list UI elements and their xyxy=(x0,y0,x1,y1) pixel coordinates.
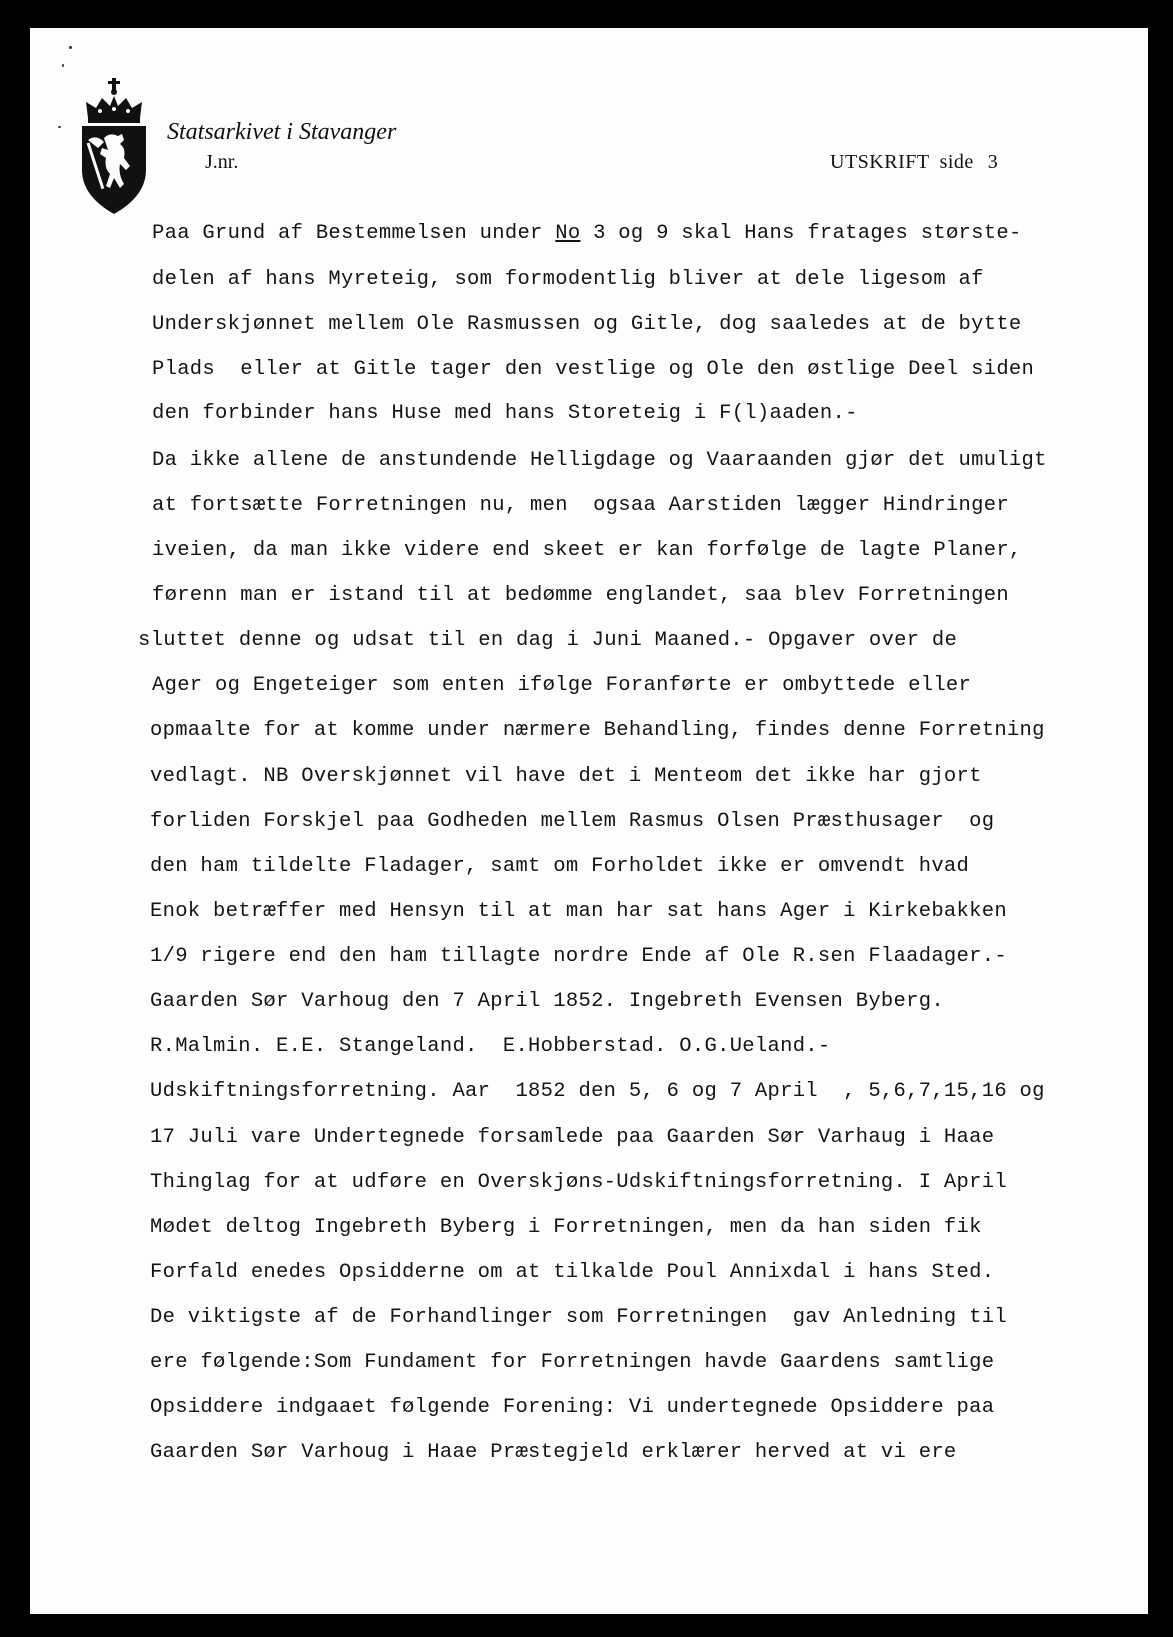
text-line: den ham tildelte Fladager, samt om Forholdet ikke er omvendt hvad xyxy=(150,855,970,878)
page-number: 3 xyxy=(987,151,999,173)
text-line: førenn man er istand til at bedømme englandet, saa blev Forretningen xyxy=(152,584,1009,607)
text-line: Enok betræffer med Hensyn til at man har sat hans Ager i Kirkebakken xyxy=(150,900,1007,923)
text-line: den forbinder hans Huse med hans Storeteig i F(l)aaden.- xyxy=(152,402,858,425)
text-line: sluttet denne og udsat til en dag i Juni Maaned.- Opgaver over de xyxy=(138,629,958,652)
text-line: Udskiftningsforretning. Aar 1852 den 5, 6 og 7 April , 5,6,7,15,16 og xyxy=(150,1080,1045,1103)
text-line: at fortsætte Forretningen nu, men ogsaa Aarstiden lægger Hindringer xyxy=(152,494,1009,517)
text-line: delen af hans Myreteig, som formodentlig bliver at dele ligesom af xyxy=(152,268,984,291)
text-line: Da ikke allene de anstundende Helligdage og Vaaraanden gjør det umuligt xyxy=(152,449,1047,472)
side-label: side xyxy=(939,151,974,173)
text-line: vedlagt. NB Overskjønnet vil have det i Menteom det ikke har gjort xyxy=(150,765,982,788)
text-line: Underskjønnet mellem Ole Rasmussen og Gitle, dog saaledes at de bytte xyxy=(152,313,1022,336)
text-line: Forfald enedes Opsidderne om at tilkalde Poul Annixdal i hans Sted. xyxy=(150,1261,995,1284)
text-line: Ager og Engeteiger som enten ifølge Foranførte er ombyttede eller xyxy=(152,674,972,697)
document-label: UTSKRIFT xyxy=(830,151,930,173)
journal-number-label: J.nr. xyxy=(205,151,239,173)
text-line: De viktigste af de Forhandlinger som Forretningen gav Anledning til xyxy=(150,1306,1007,1329)
text-line: Plads eller at Gitle tager den vestlige og Ole den østlige Deel siden xyxy=(152,358,1035,381)
text-line: Gaarden Sør Varhoug den 7 April 1852. Ingebreth Evensen Byberg. xyxy=(150,990,944,1013)
text-line: Gaarden Sør Varhoug i Haae Præstegjeld erklærer herved at vi ere xyxy=(150,1441,957,1464)
text-line: Mødet deltog Ingebreth Byberg i Forretningen, men da han siden fik xyxy=(150,1216,982,1239)
archive-name: Statsarkivet i Stavanger xyxy=(167,119,397,145)
text-line: Paa Grund af Bestemmelsen under No 3 og 9 skal Hans fratages største- xyxy=(152,222,1022,245)
text-line: iveien, da man ikke videre end skeet er kan forfølge de lagte Planer, xyxy=(152,539,1022,562)
text-line: Opsiddere indgaaet følgende Forening: Vi undertegnede Opsiddere paa xyxy=(150,1396,995,1419)
text-line: 17 Juli vare Undertegnede forsamlede paa Gaarden Sør Varhaug i Haae xyxy=(150,1126,995,1149)
text-line: Thinglag for at udføre en Overskjøns-Udskiftningsforretning. I April xyxy=(150,1171,1007,1194)
text-line: ere følgende:Som Fundament for Forretningen havde Gaardens samtlige xyxy=(150,1351,995,1374)
text-line: opmaalte for at komme under nærmere Behandling, findes denne Forretning xyxy=(150,719,1045,742)
text-line: forliden Forskjel paa Godheden mellem Rasmus Olsen Præsthusager og xyxy=(150,810,995,833)
text-line: R.Malmin. E.E. Stangeland. E.Hobberstad. O.G.Ueland.- xyxy=(150,1035,831,1058)
text-line: 1/9 rigere end den ham tillagte nordre Ende af Ole R.sen Flaadager.- xyxy=(150,945,1007,968)
